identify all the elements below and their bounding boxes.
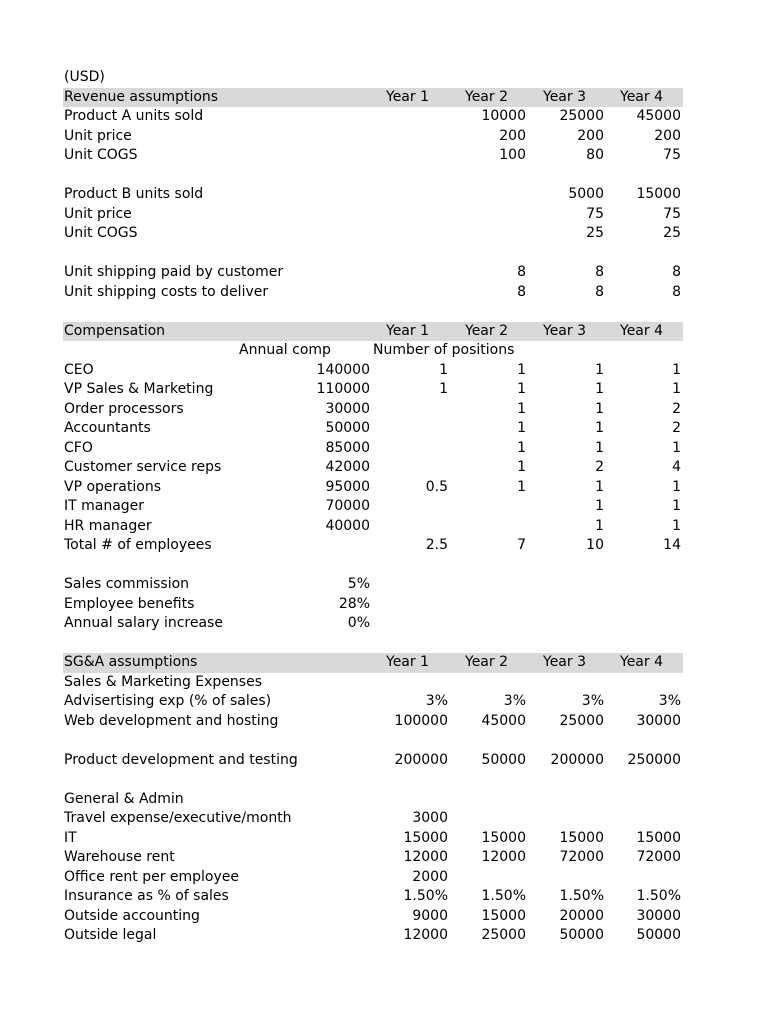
product-a-units-row [63, 107, 683, 127]
row-label: Unit COGS [64, 147, 138, 163]
year-1-cell: 9000 [412, 907, 448, 924]
product-b-cogs-row [63, 224, 683, 244]
blank-row [63, 731, 683, 751]
blank-row [63, 244, 683, 264]
year-2-cell: 1 [517, 361, 526, 378]
year-4-header: Year 4 [620, 322, 663, 339]
year-2-cell: 50000 [481, 751, 526, 768]
year-4-cell: 1 [672, 498, 681, 514]
year-3-cell: 1 [595, 517, 604, 534]
year-1-cell: 100000 [394, 712, 448, 729]
row-label: Sales commission [64, 576, 190, 592]
year-3-cell: 20000 [559, 907, 604, 924]
year-4-header: Year 4 [620, 654, 663, 670]
row-label: Unit shipping costs to deliver [64, 283, 269, 300]
role-label: IT manager [64, 498, 145, 514]
year-4-cell: 14 [663, 537, 681, 553]
year-2-cell: 12000 [481, 849, 526, 865]
insurance-row [63, 887, 683, 907]
year-1-cell: 12000 [403, 849, 448, 865]
sga-header-row [63, 653, 683, 673]
year-1-cell: 1 [439, 361, 448, 378]
year-2-cell: 1.50% [481, 888, 526, 904]
year-3-cell: 72000 [559, 849, 604, 865]
salary-increase-row [63, 614, 683, 634]
year-3-header: Year 3 [543, 654, 586, 670]
shipping-paid-row [63, 263, 683, 283]
year-2-cell: 25000 [481, 927, 526, 943]
role-row [63, 439, 683, 459]
year-2-cell: 1 [517, 420, 526, 436]
row-label: IT [64, 829, 77, 846]
role-label: CEO [64, 361, 94, 378]
year-2-cell: 15000 [481, 829, 526, 846]
positions-header: Number of positions [373, 342, 515, 358]
advertising-row [63, 692, 683, 712]
year-2-cell: 200 [499, 127, 526, 144]
row-label: Employee benefits [64, 595, 195, 612]
product-dev-row [63, 751, 683, 771]
section-label: General & Admin [64, 790, 184, 807]
year-2-cell: 3% [503, 693, 526, 709]
year-4-cell: 1 [672, 361, 681, 378]
year-3-header: Year 3 [543, 322, 586, 339]
year-3-cell: 200 [577, 127, 604, 144]
annual-comp-cell: 70000 [325, 498, 370, 514]
year-2-cell: 1 [517, 381, 526, 397]
shipping-cost-row [63, 283, 683, 303]
role-row [63, 380, 683, 400]
row-label: Product B units sold [64, 186, 204, 202]
sales-commission-row [63, 575, 683, 595]
role-row [63, 517, 683, 537]
year-3-cell: 25000 [559, 712, 604, 729]
year-1-cell: 2000 [412, 868, 448, 885]
legal-row [63, 926, 683, 946]
row-label: Warehouse rent [64, 849, 175, 865]
row-label: Web development and hosting [64, 712, 279, 729]
role-row [63, 400, 683, 420]
year-1-cell: 15000 [403, 829, 448, 846]
value-cell: 5% [347, 576, 370, 592]
year-4-cell: 45000 [636, 108, 681, 124]
year-1-cell: 1 [439, 381, 448, 397]
general-admin-header-row [63, 790, 683, 810]
year-4-cell: 3% [658, 693, 681, 709]
year-2-cell: 100 [499, 147, 526, 163]
year-4-cell: 75 [663, 205, 681, 222]
total-label: Total # of employees [64, 537, 212, 553]
year-3-cell: 1 [595, 381, 604, 397]
year-2-cell: 1 [517, 459, 526, 475]
year-4-cell: 1 [672, 381, 681, 397]
year-3-cell: 1 [595, 400, 604, 417]
year-4-cell: 2 [672, 420, 681, 436]
year-4-cell: 200 [654, 127, 681, 144]
year-3-cell: 200000 [550, 751, 604, 768]
accounting-row [63, 907, 683, 927]
year-4-header: Year 4 [620, 88, 663, 105]
year-1-cell: 3% [425, 693, 448, 709]
compensation-subheader-row [63, 341, 683, 361]
year-3-cell: 3% [581, 693, 604, 709]
year-3-cell: 1 [595, 478, 604, 495]
annual-comp-header: Annual comp [239, 342, 331, 358]
value-cell: 28% [338, 595, 370, 612]
row-label: Unit shipping paid by customer [64, 264, 284, 280]
year-1-cell: 12000 [403, 927, 448, 943]
year-2-cell: 1 [517, 478, 526, 495]
year-4-cell: 8 [672, 264, 681, 280]
year-4-cell: 2 [672, 400, 681, 417]
annual-comp-cell: 40000 [325, 517, 370, 534]
year-4-cell: 75 [663, 147, 681, 163]
product-a-cogs-row [63, 146, 683, 166]
year-1-cell: 0.5 [425, 478, 448, 495]
year-4-cell: 30000 [636, 907, 681, 924]
row-label: Advisertising exp (% of sales) [64, 693, 272, 709]
role-row [63, 458, 683, 478]
row-label: Unit COGS [64, 225, 138, 241]
year-1-cell: 1.50% [403, 888, 448, 904]
year-3-cell: 5000 [568, 186, 604, 202]
year-3-cell: 1 [595, 420, 604, 436]
year-1-cell: 200000 [394, 751, 448, 768]
year-3-cell: 50000 [559, 927, 604, 943]
year-3-cell: 8 [595, 283, 604, 300]
revenue-title: Revenue assumptions [64, 88, 219, 105]
year-2-cell: 45000 [481, 712, 526, 729]
year-2-cell: 8 [517, 283, 526, 300]
currency-row [63, 68, 683, 88]
year-4-cell: 30000 [636, 712, 681, 729]
annual-comp-cell: 140000 [316, 361, 370, 378]
year-3-cell: 1 [595, 361, 604, 378]
warehouse-row [63, 848, 683, 868]
role-label: CFO [64, 439, 93, 456]
office-rent-row [63, 868, 683, 888]
role-row [63, 419, 683, 439]
year-3-cell: 25 [586, 225, 604, 241]
sales-marketing-header-row [63, 673, 683, 693]
year-3-cell: 1 [595, 498, 604, 514]
year-3-cell: 1.50% [559, 888, 604, 904]
year-4-cell: 1.50% [636, 888, 681, 904]
role-label: Order processors [64, 400, 184, 417]
year-4-cell: 4 [672, 459, 681, 475]
sga-title: SG&A assumptions [64, 654, 198, 670]
year-1-header: Year 1 [386, 88, 429, 105]
year-1-header: Year 1 [386, 654, 429, 670]
annual-comp-cell: 85000 [325, 439, 370, 456]
total-employees-row [63, 536, 683, 556]
year-3-cell: 10 [586, 537, 604, 553]
role-row [63, 478, 683, 498]
year-4-cell: 8 [672, 283, 681, 300]
role-label: VP Sales & Marketing [64, 381, 214, 397]
year-4-cell: 1 [672, 478, 681, 495]
it-row [63, 829, 683, 849]
revenue-header-row [63, 88, 683, 108]
year-2-cell: 10000 [481, 108, 526, 124]
row-label: Travel expense/executive/month [64, 810, 292, 826]
employee-benefits-row [63, 595, 683, 615]
year-4-cell: 1 [672, 439, 681, 456]
year-2-cell: 1 [517, 439, 526, 456]
year-4-cell: 72000 [636, 849, 681, 865]
spreadsheet [63, 68, 683, 946]
role-row [63, 497, 683, 517]
compensation-header-row [63, 322, 683, 342]
year-2-cell: 8 [517, 264, 526, 280]
year-1-cell: 3000 [412, 810, 448, 826]
blank-row [63, 634, 683, 654]
section-label: Sales & Marketing Expenses [64, 673, 263, 690]
web-dev-row [63, 712, 683, 732]
row-label: Annual salary increase [64, 615, 223, 631]
year-4-cell: 50000 [636, 927, 681, 943]
role-label: Customer service reps [64, 459, 222, 475]
annual-comp-cell: 50000 [325, 420, 370, 436]
year-2-cell: 1 [517, 400, 526, 417]
year-3-cell: 15000 [559, 829, 604, 846]
product-b-units-row [63, 185, 683, 205]
row-label: Unit price [64, 205, 132, 222]
year-2-header: Year 2 [465, 322, 508, 339]
year-4-cell: 25 [663, 225, 681, 241]
blank-row [63, 166, 683, 186]
year-4-cell: 250000 [627, 751, 681, 768]
product-a-price-row [63, 127, 683, 147]
compensation-title: Compensation [64, 322, 166, 339]
role-row [63, 361, 683, 381]
year-3-cell: 1 [595, 439, 604, 456]
annual-comp-cell: 30000 [325, 400, 370, 417]
annual-comp-cell: 42000 [325, 459, 370, 475]
blank-row [63, 302, 683, 322]
year-2-header: Year 2 [465, 654, 508, 670]
year-1-cell: 2.5 [425, 537, 448, 553]
blank-row [63, 770, 683, 790]
blank-row [63, 556, 683, 576]
annual-comp-cell: 110000 [316, 381, 370, 397]
role-label: Accountants [64, 420, 151, 436]
row-label: Product development and testing [64, 751, 298, 768]
year-2-cell: 7 [517, 537, 526, 553]
year-3-header: Year 3 [543, 88, 586, 105]
currency-note: (USD) [64, 69, 105, 85]
year-2-header: Year 2 [465, 88, 508, 105]
role-label: HR manager [64, 517, 152, 534]
year-3-cell: 2 [595, 459, 604, 475]
year-3-cell: 75 [586, 205, 604, 222]
year-1-header: Year 1 [386, 322, 429, 339]
annual-comp-cell: 95000 [325, 478, 370, 495]
row-label: Outside accounting [64, 907, 200, 924]
role-label: VP operations [64, 478, 161, 495]
row-label: Product A units sold [64, 108, 204, 124]
row-label: Unit price [64, 127, 132, 144]
travel-row [63, 809, 683, 829]
year-3-cell: 80 [586, 147, 604, 163]
year-4-cell: 1 [672, 517, 681, 534]
year-3-cell: 8 [595, 264, 604, 280]
year-3-cell: 25000 [559, 108, 604, 124]
row-label: Insurance as % of sales [64, 888, 229, 904]
year-4-cell: 15000 [636, 186, 681, 202]
value-cell: 0% [347, 615, 370, 631]
row-label: Outside legal [64, 927, 157, 943]
row-label: Office rent per employee [64, 868, 239, 885]
year-2-cell: 15000 [481, 907, 526, 924]
year-4-cell: 15000 [636, 829, 681, 846]
product-b-price-row [63, 205, 683, 225]
